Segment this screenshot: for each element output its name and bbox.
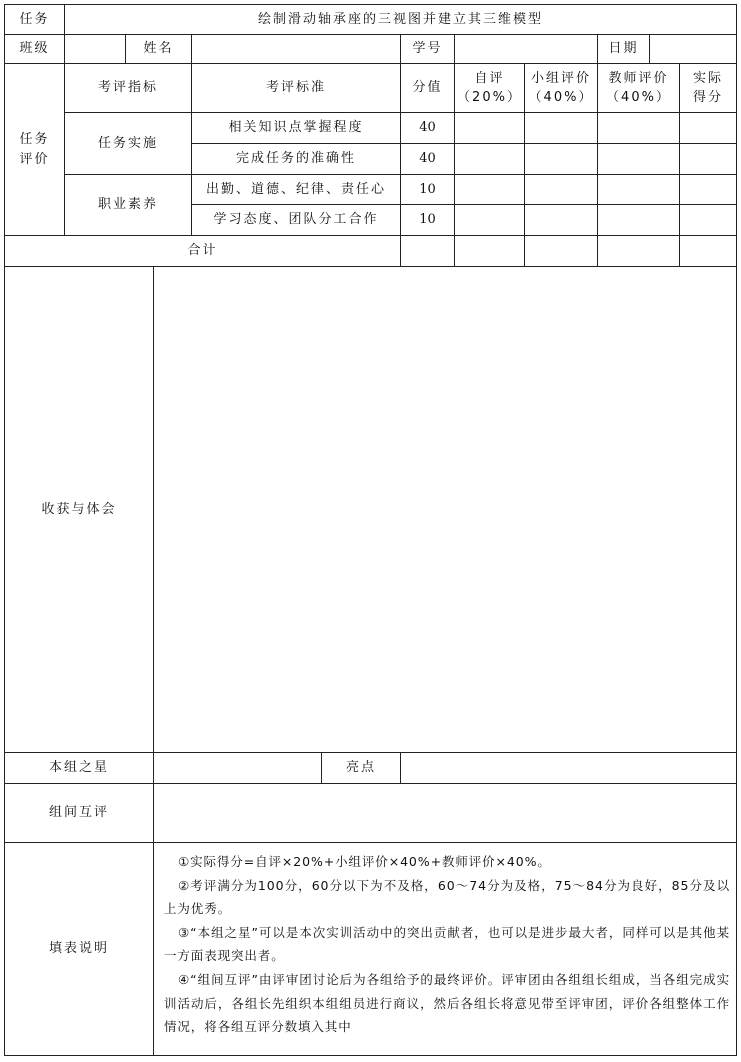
task-label: 任务	[19, 11, 50, 27]
standard-teamwork: 学习态度、团队分工合作	[213, 212, 379, 228]
name-label: 姓名	[143, 41, 174, 57]
evaluation-section-label-line-1: 任务	[19, 132, 50, 147]
group-eval-header-line-1: 小组评价	[530, 70, 591, 86]
class-label: 班级	[19, 41, 50, 57]
score-accuracy: 40	[419, 151, 436, 167]
indicator-professionalism: 职业素养	[97, 197, 158, 213]
indicator-header: 考评指标	[97, 80, 158, 96]
teacher-eval-header-line-1: 教师评价	[608, 70, 669, 86]
grid-line	[736, 4, 737, 1056]
instructions-label: 填表说明	[48, 941, 109, 957]
evaluation-section-label-line-2: 评价	[19, 151, 50, 167]
reflection-label: 收获与体会	[41, 501, 117, 517]
score-header: 分值	[412, 80, 443, 96]
score-teamwork: 10	[419, 212, 436, 228]
instructions-text	[164, 850, 730, 1039]
name-field[interactable]	[192, 35, 400, 63]
group-star-field[interactable]	[154, 753, 321, 783]
actual-score-header-line-1: 实际	[692, 70, 723, 86]
peer-review-label: 组间互评	[48, 805, 109, 821]
actual-score-header-line-2: 得分	[692, 90, 723, 105]
self-eval-header-line-2: （20%）	[457, 90, 522, 105]
standard-accuracy: 完成任务的准确性	[235, 151, 356, 167]
student-id-field[interactable]	[455, 35, 597, 63]
task-title: 绘制滑动轴承座的三视图并建立其三维模型	[257, 11, 543, 27]
score-attendance: 10	[419, 181, 436, 197]
self-eval-header-line-1: 自评	[474, 70, 505, 86]
group-star-label: 本组之星	[48, 760, 109, 776]
score-knowledge: 40	[419, 120, 436, 136]
standard-header: 考评标准	[265, 80, 326, 96]
instruction-item: ②考评满分为100分，60分以下为不及格，60～74分为及格，75～84分为良好，85分及以上为优秀。	[164, 877, 730, 917]
reflection-field[interactable]	[154, 267, 736, 752]
group-eval-header-line-2: （40%）	[528, 90, 594, 105]
highlight-field[interactable]	[401, 753, 736, 783]
instruction-item: ①实际得分=自评×20%+小组评价×40%+教师评价×40%。	[178, 854, 551, 869]
group-eval-header	[525, 64, 597, 112]
total-label: 合计	[187, 243, 218, 259]
standard-knowledge: 相关知识点掌握程度	[228, 120, 364, 136]
date-field[interactable]	[650, 35, 736, 63]
evaluation-form	[4, 4, 737, 1056]
teacher-eval-header	[598, 64, 679, 112]
grid-line	[4, 1055, 737, 1056]
teacher-eval-header-line-2: （40%）	[606, 90, 671, 105]
peer-review-field[interactable]	[154, 784, 736, 842]
date-label: 日期	[608, 41, 639, 57]
student-id-label: 学号	[412, 41, 443, 57]
instruction-item: ③“本组之星”可以是本次实训活动中的突出贡献者，也可以是进步最大者，同样可以是其他某一方面表现突出者。	[164, 924, 730, 964]
instruction-item: ④“组间互评”由评审团讨论后为各组给予的最终评价。评审团由各组组长组成，当各组完成实训活动后，各组长先组织本组组员进行商议，然后各组长将意见带至评审团，评价各组整体工作情况，将各组互评分数填入其中	[164, 971, 730, 1035]
class-field[interactable]	[65, 35, 125, 63]
standard-attendance: 出勤、道德、纪律、责任心	[205, 181, 386, 197]
highlight-label: 亮点	[345, 760, 376, 776]
evaluation-section-label	[5, 64, 64, 235]
indicator-task-implementation: 任务实施	[97, 135, 158, 151]
actual-score-header	[680, 64, 736, 112]
self-eval-header	[455, 64, 524, 112]
